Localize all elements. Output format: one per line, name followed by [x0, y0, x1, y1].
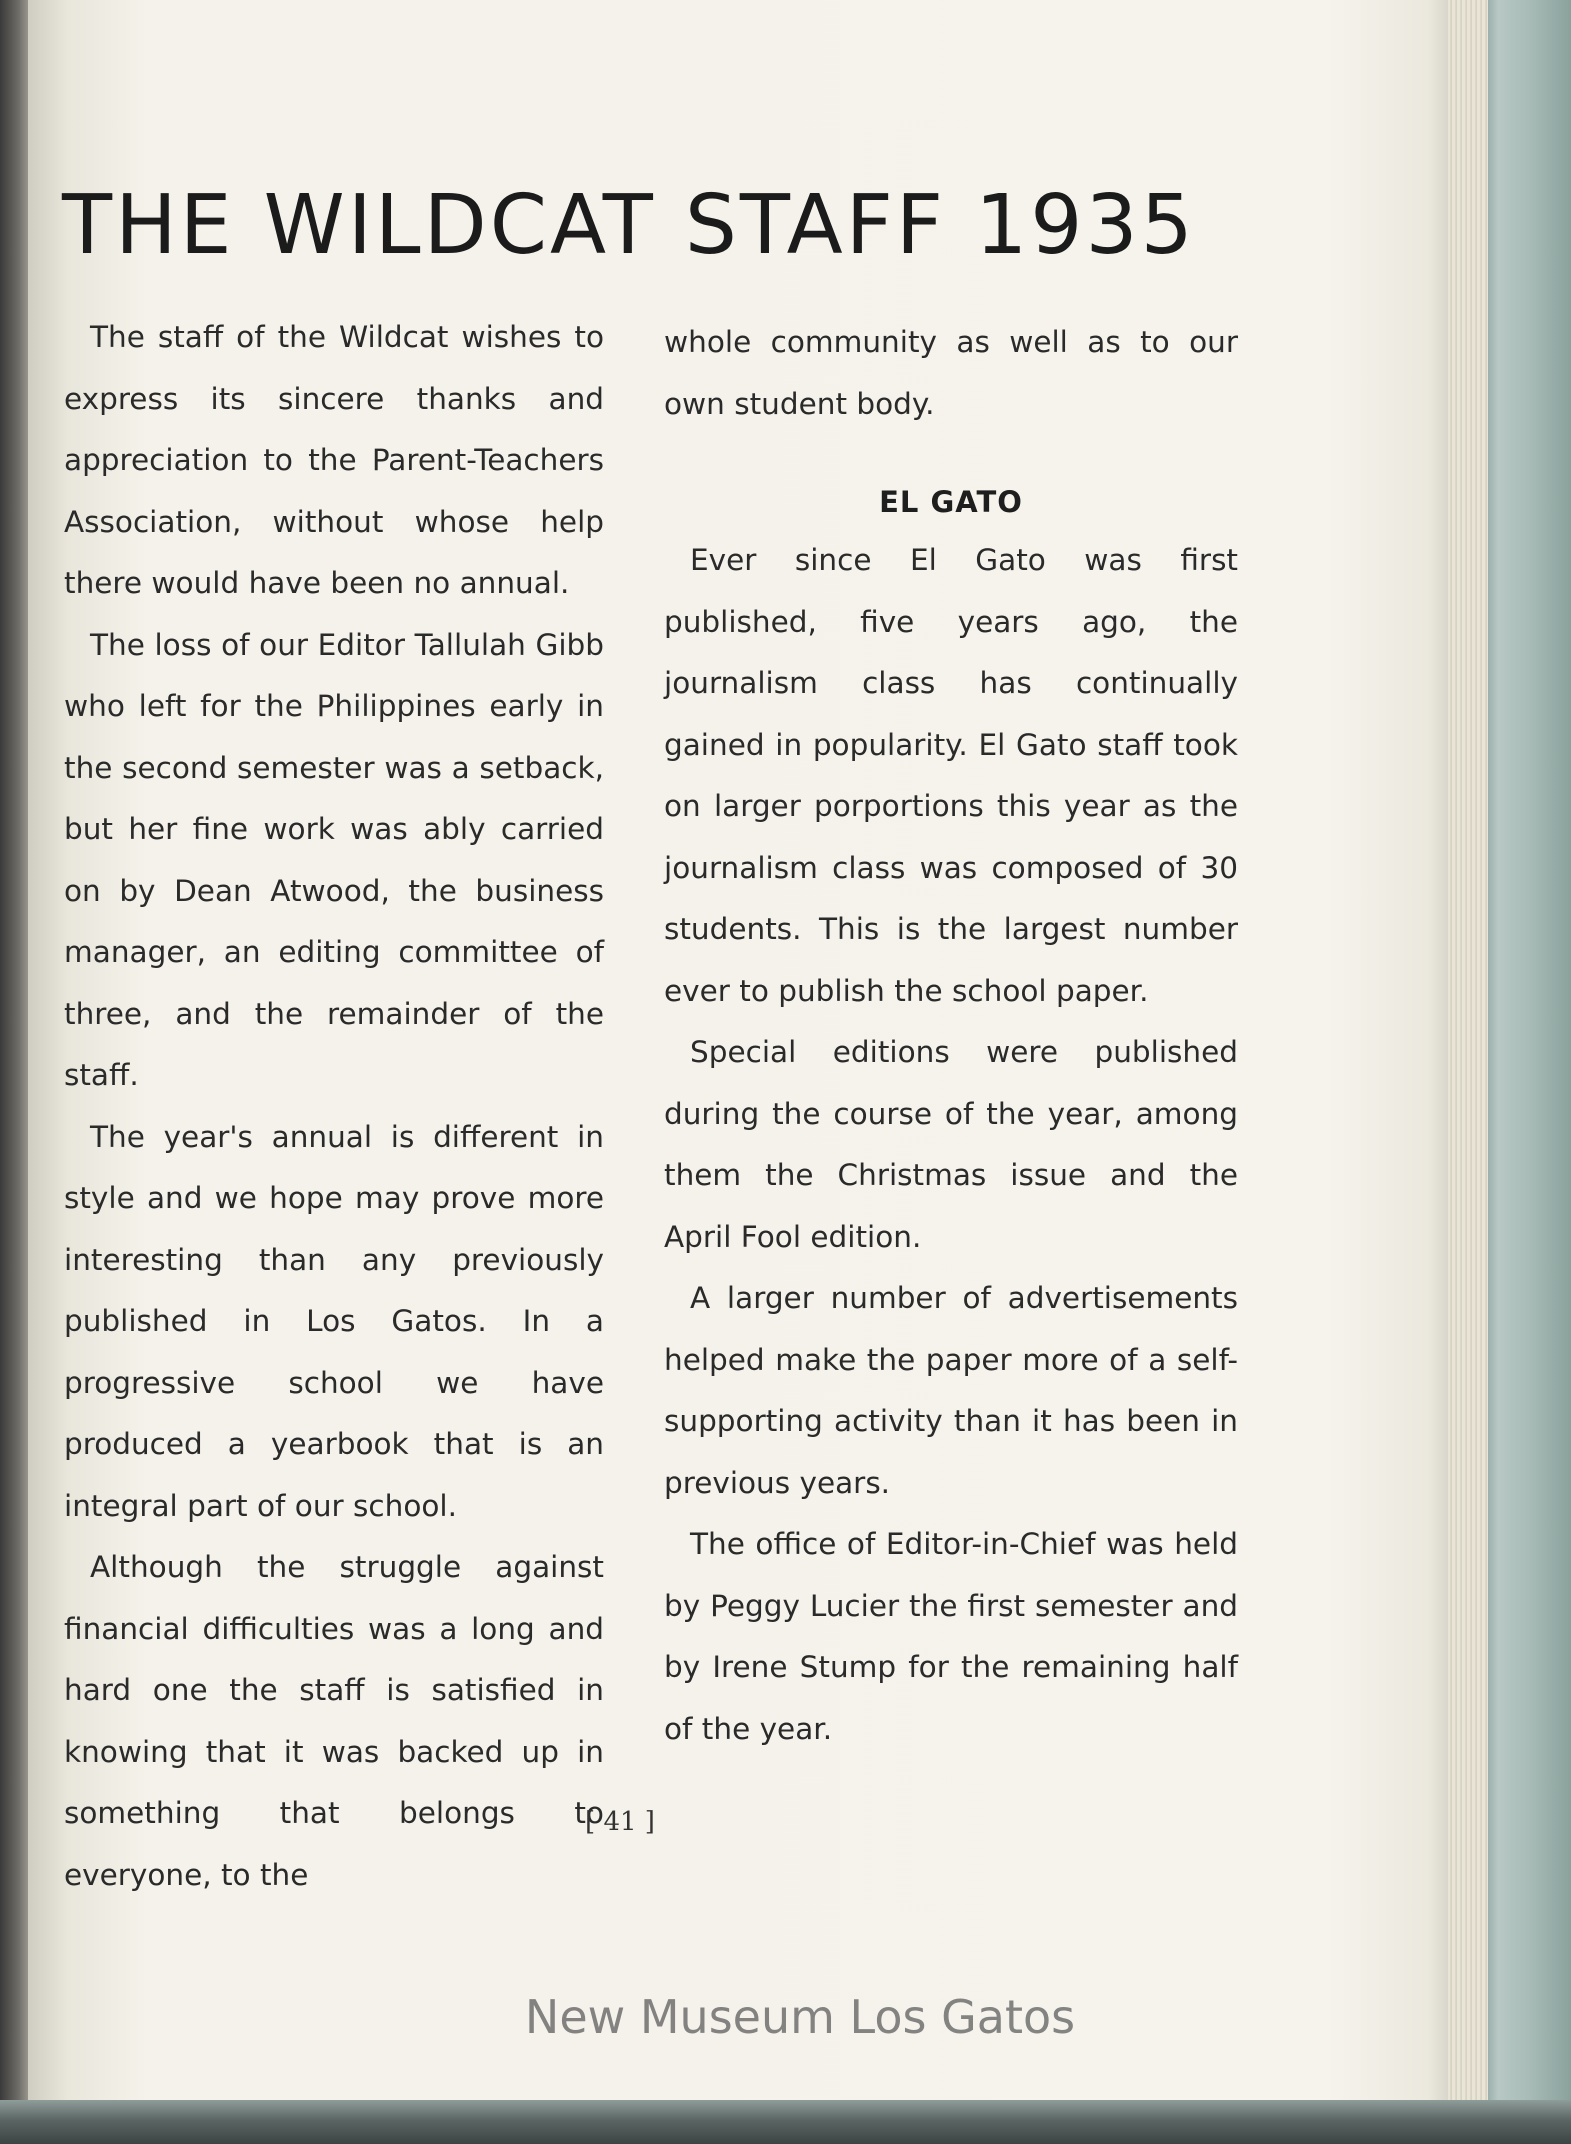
left-paragraph-1: The staff of the Wildcat wishes to express its sincere thanks and appreciation to the Parent-Teachers Association, without whose help there would have been no annual.: [64, 320, 604, 600]
right-paragraph-1: Ever since El Gato was first published, five years ago, the journalism class has continually gained in popularity. El Gato staff took on larger porportions this year as the journalism class was composed of 30 students. This is the largest number ever to publish the school paper.: [664, 543, 1238, 1008]
left-column: [64, 307, 604, 1906]
right-paragraph-4: The office of Editor-in-Chief was held by Peggy Lucier the first semester and by Irene Stump for the remaining half of the year.: [664, 1527, 1238, 1746]
page-title: THE WILDCAT STAFF 1935: [62, 178, 1196, 273]
book-cover: [1488, 0, 1571, 2144]
right-continuation: whole community as well as to our own student body.: [664, 325, 1238, 421]
section-heading-el-gato: EL GATO: [879, 485, 1023, 519]
left-paragraph-2: The loss of our Editor Tallulah Gibb who left for the Philippines early in the second semester was a setback, but her fine work was ably carried on by Dean Atwood, the business manager, an editing committee of three, and the remainder of the staff.: [64, 627, 604, 1092]
left-paragraph-3: The year's annual is different in style and we hope may prove more interesting than any previously published in Los Gatos. In a progressive school we have produced a yearbook that is an integral part of our school.: [64, 1119, 604, 1523]
right-paragraph-3: A larger number of advertisements helped make the paper more of a self-supporting activity than it has been in previous years.: [664, 1281, 1238, 1500]
scan-bottom-edge: [0, 2100, 1571, 2144]
page-edges: [1448, 0, 1488, 2100]
page-number: [ 41 ]: [585, 1807, 655, 1837]
left-paragraph-4: Although the struggle against financial difficulties was a long and hard one the staff is satisfied in knowing that it was backed up in something that belongs to everyone, to the: [64, 1550, 604, 1892]
right-column: [664, 312, 1238, 1760]
right-paragraph-2: Special editions were published during the course of the year, among them the Christmas issue and the April Fool edition.: [664, 1035, 1238, 1254]
watermark: New Museum Los Gatos: [524, 1990, 1076, 2044]
